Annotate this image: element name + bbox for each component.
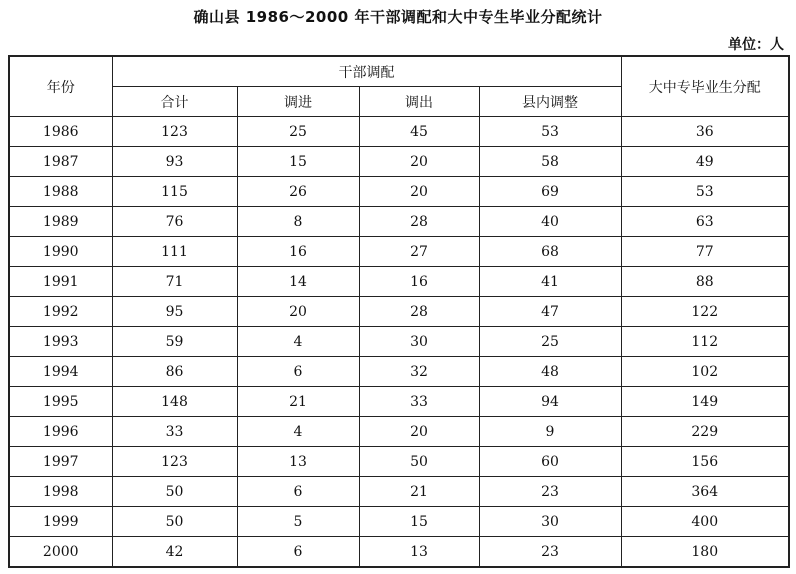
cell-transfer-in: 15 xyxy=(237,147,359,177)
cell-year: 2000 xyxy=(9,537,112,568)
cell-transfer-out: 32 xyxy=(359,357,479,387)
table-row xyxy=(9,477,789,507)
cell-in-county: 40 xyxy=(479,207,621,237)
cell-in-county: 58 xyxy=(479,147,621,177)
cell-year: 1998 xyxy=(9,477,112,507)
cell-transfer-out: 21 xyxy=(359,477,479,507)
table-row xyxy=(9,507,789,537)
cell-graduates: 102 xyxy=(621,357,789,387)
cell-graduates: 77 xyxy=(621,237,789,267)
cell-graduates: 180 xyxy=(621,537,789,568)
table-row xyxy=(9,117,789,147)
cell-total: 59 xyxy=(112,327,237,357)
cell-in-county: 69 xyxy=(479,177,621,207)
cell-transfer-out: 20 xyxy=(359,417,479,447)
cell-transfer-out: 16 xyxy=(359,267,479,297)
cell-transfer-out: 50 xyxy=(359,447,479,477)
cell-transfer-out: 28 xyxy=(359,297,479,327)
cell-graduates: 400 xyxy=(621,507,789,537)
cell-in-county: 94 xyxy=(479,387,621,417)
cell-graduates: 63 xyxy=(621,207,789,237)
table-row xyxy=(9,327,789,357)
cell-transfer-in: 25 xyxy=(237,117,359,147)
cell-transfer-in: 4 xyxy=(237,327,359,357)
cell-graduates: 49 xyxy=(621,147,789,177)
cell-total: 50 xyxy=(112,477,237,507)
cell-transfer-in: 14 xyxy=(237,267,359,297)
cell-year: 1993 xyxy=(9,327,112,357)
cell-transfer-in: 16 xyxy=(237,237,359,267)
table-row xyxy=(9,267,789,297)
cell-transfer-out: 30 xyxy=(359,327,479,357)
cell-transfer-in: 20 xyxy=(237,297,359,327)
header-cadre-group: 干部调配 xyxy=(112,56,621,87)
cell-transfer-out: 45 xyxy=(359,117,479,147)
cell-year: 1992 xyxy=(9,297,112,327)
cell-total: 93 xyxy=(112,147,237,177)
cell-year: 1989 xyxy=(9,207,112,237)
cell-total: 33 xyxy=(112,417,237,447)
cell-transfer-in: 8 xyxy=(237,207,359,237)
cell-total: 148 xyxy=(112,387,237,417)
cell-in-county: 41 xyxy=(479,267,621,297)
cell-year: 1986 xyxy=(9,117,112,147)
cell-transfer-in: 5 xyxy=(237,507,359,537)
cell-graduates: 122 xyxy=(621,297,789,327)
header-transfer-in: 调进 xyxy=(237,87,359,117)
cell-in-county: 60 xyxy=(479,447,621,477)
cell-in-county: 30 xyxy=(479,507,621,537)
cell-transfer-in: 6 xyxy=(237,357,359,387)
cell-graduates: 36 xyxy=(621,117,789,147)
table-body xyxy=(9,117,789,568)
cell-in-county: 53 xyxy=(479,117,621,147)
header-in-county: 县内调整 xyxy=(479,87,621,117)
table-row xyxy=(9,207,789,237)
cell-transfer-out: 15 xyxy=(359,507,479,537)
cell-transfer-in: 4 xyxy=(237,417,359,447)
statistics-table xyxy=(8,55,790,568)
cell-year: 1994 xyxy=(9,357,112,387)
cell-total: 86 xyxy=(112,357,237,387)
cell-transfer-out: 20 xyxy=(359,177,479,207)
cell-total: 111 xyxy=(112,237,237,267)
cell-graduates: 156 xyxy=(621,447,789,477)
cell-graduates: 88 xyxy=(621,267,789,297)
table-row xyxy=(9,387,789,417)
unit-label: 单位：人 xyxy=(728,37,784,53)
cell-transfer-in: 6 xyxy=(237,477,359,507)
cell-transfer-in: 26 xyxy=(237,177,359,207)
table-row xyxy=(9,357,789,387)
header-total: 合计 xyxy=(112,87,237,117)
cell-in-county: 23 xyxy=(479,477,621,507)
table-row xyxy=(9,177,789,207)
cell-transfer-out: 27 xyxy=(359,237,479,267)
table-row xyxy=(9,417,789,447)
cell-total: 76 xyxy=(112,207,237,237)
cell-in-county: 48 xyxy=(479,357,621,387)
cell-in-county: 23 xyxy=(479,537,621,568)
cell-transfer-out: 20 xyxy=(359,147,479,177)
cell-transfer-in: 21 xyxy=(237,387,359,417)
cell-total: 123 xyxy=(112,117,237,147)
table-row xyxy=(9,537,789,568)
cell-total: 115 xyxy=(112,177,237,207)
cell-year: 1987 xyxy=(9,147,112,177)
cell-year: 1990 xyxy=(9,237,112,267)
cell-in-county: 9 xyxy=(479,417,621,447)
table-row xyxy=(9,297,789,327)
cell-year: 1996 xyxy=(9,417,112,447)
cell-total: 42 xyxy=(112,537,237,568)
cell-in-county: 25 xyxy=(479,327,621,357)
table-row xyxy=(9,237,789,267)
cell-year: 1997 xyxy=(9,447,112,477)
cell-total: 71 xyxy=(112,267,237,297)
header-year: 年份 xyxy=(9,56,112,117)
cell-graduates: 229 xyxy=(621,417,789,447)
cell-total: 123 xyxy=(112,447,237,477)
header-transfer-out: 调出 xyxy=(359,87,479,117)
cell-transfer-in: 13 xyxy=(237,447,359,477)
cell-total: 95 xyxy=(112,297,237,327)
cell-year: 1999 xyxy=(9,507,112,537)
cell-year: 1991 xyxy=(9,267,112,297)
cell-year: 1988 xyxy=(9,177,112,207)
table-row xyxy=(9,147,789,177)
table-row xyxy=(9,447,789,477)
table-title: 确山县 1986～2000 年干部调配和大中专生毕业分配统计 xyxy=(193,8,603,26)
cell-year: 1995 xyxy=(9,387,112,417)
cell-in-county: 47 xyxy=(479,297,621,327)
cell-transfer-out: 28 xyxy=(359,207,479,237)
cell-transfer-out: 13 xyxy=(359,537,479,568)
cell-graduates: 53 xyxy=(621,177,789,207)
cell-transfer-in: 6 xyxy=(237,537,359,568)
header-graduates: 大中专毕业生分配 xyxy=(621,56,789,117)
cell-graduates: 112 xyxy=(621,327,789,357)
cell-total: 50 xyxy=(112,507,237,537)
cell-transfer-out: 33 xyxy=(359,387,479,417)
cell-in-county: 68 xyxy=(479,237,621,267)
cell-graduates: 149 xyxy=(621,387,789,417)
cell-graduates: 364 xyxy=(621,477,789,507)
